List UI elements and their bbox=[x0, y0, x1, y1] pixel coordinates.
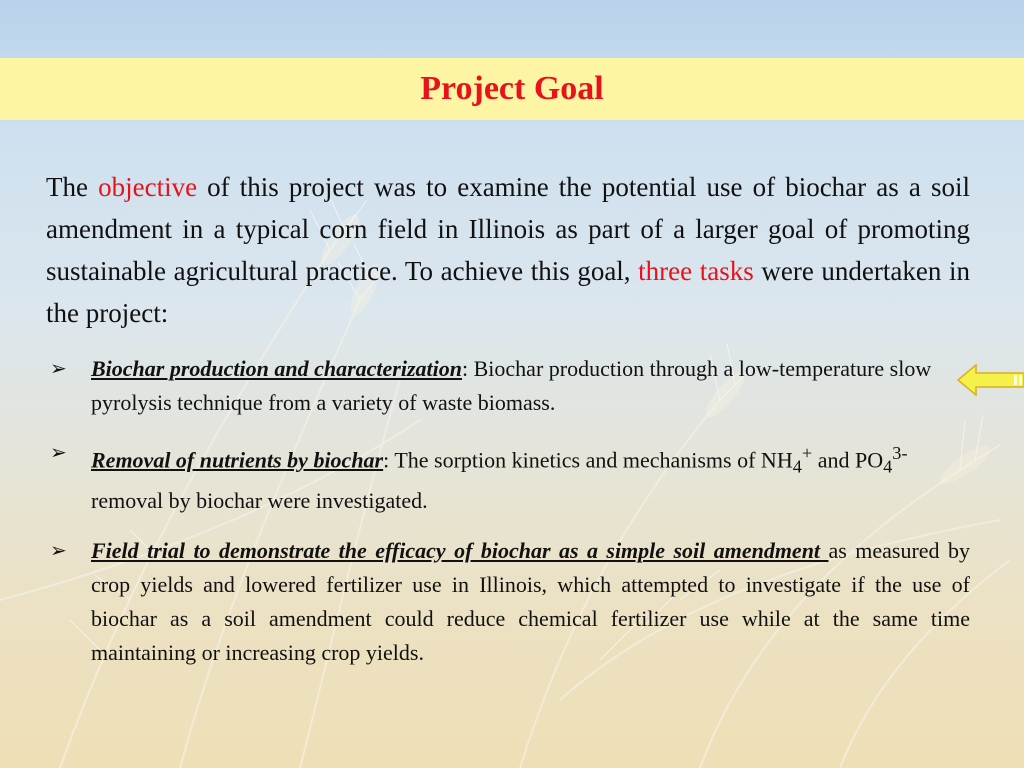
task-2-text-mid: and PO bbox=[812, 447, 884, 473]
po4-subscript: 4 bbox=[883, 456, 893, 477]
arrow-bullet-icon: ➢ bbox=[50, 442, 67, 464]
arrow-left-icon[interactable] bbox=[956, 362, 1024, 398]
slide-title: Project Goal bbox=[420, 70, 604, 107]
task-3-topic: Field trial to demonstrate the efficacy of biochar as a simple soil amendment bbox=[91, 537, 829, 563]
intro-text-1: The bbox=[46, 172, 99, 202]
task-list bbox=[50, 352, 970, 686]
arrow-bullet-icon: ➢ bbox=[50, 539, 67, 562]
intro-text-3: were undertaken in the project: bbox=[46, 256, 970, 328]
task-2-text-end: removal by biochar were investigated. bbox=[91, 487, 428, 513]
intro-text-2: of this project was to examine the potential use of biochar as a soil amendment in a typical corn field in Illinois as part of a larger goal of promoting sustainable agricultural practice. To achieve this goal, bbox=[46, 172, 970, 286]
nh4-subscript: 4 bbox=[792, 456, 802, 477]
task-1-text: : Biochar production through a low-temperature slow pyrolysis technique from a variety of waste biomass. bbox=[91, 356, 932, 415]
task-2-topic: Removal of nutrients by biochar bbox=[91, 447, 384, 473]
nh4-superscript: + bbox=[801, 443, 813, 463]
task-2-text: : The sorption kinetics and mechanisms of NH bbox=[383, 447, 793, 473]
list-item-task-1 bbox=[50, 352, 970, 420]
list-item-task-2 bbox=[50, 436, 970, 518]
intro-paragraph bbox=[46, 166, 970, 334]
list-item-task-3 bbox=[50, 534, 970, 670]
title-bar bbox=[0, 58, 1024, 120]
po4-superscript: 3- bbox=[892, 443, 908, 463]
intro-highlight-three-tasks: three tasks bbox=[638, 256, 754, 286]
task-1-topic: Biochar production and characterization bbox=[91, 356, 463, 381]
arrow-bullet-icon: ➢ bbox=[50, 358, 67, 380]
task-3-text: as measured by crop yields and lowered fertilizer use in Illinois, which attempted to investigate if the use of biochar as a soil amendment could reduce chemical fertilizer use while at the same time maintaining or increasing crop yields. bbox=[91, 537, 970, 665]
intro-highlight-objective: objective bbox=[98, 172, 198, 202]
